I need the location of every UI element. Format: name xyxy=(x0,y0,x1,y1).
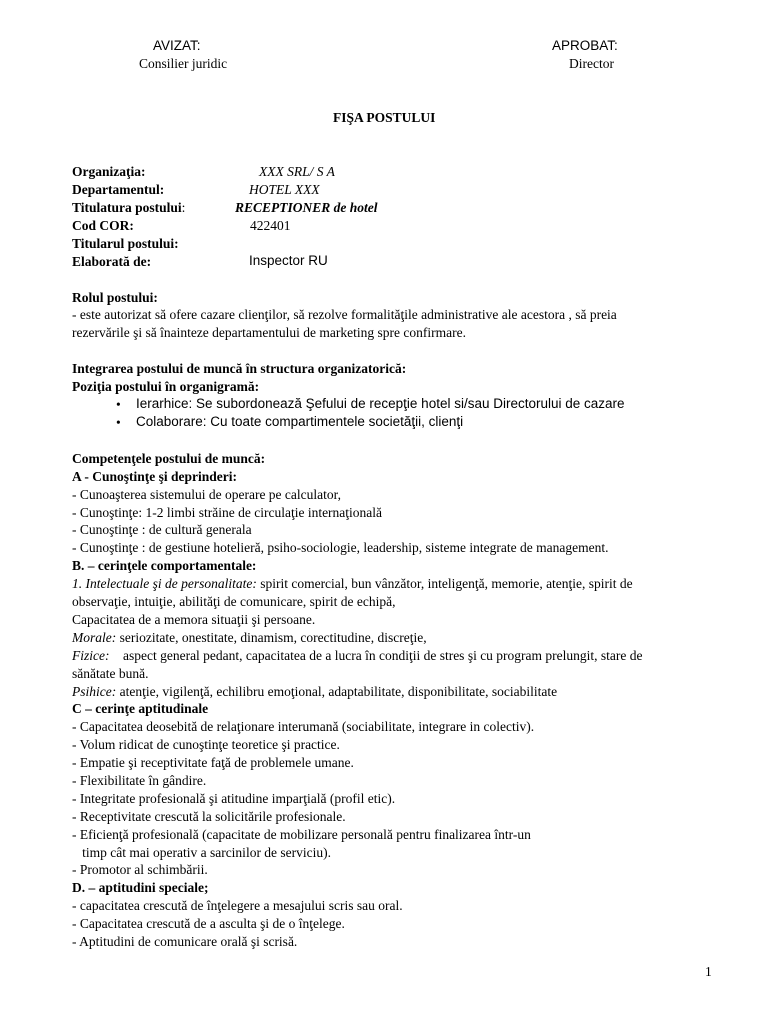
intellectual-label: 1. Intelectuale şi de personalitate: xyxy=(72,576,257,591)
section-a-item: - Cunoştinţe : de cultură generala xyxy=(72,522,252,537)
role-line-1: - este autorizat să ofere cazare clienţilor, să rezolve formalităţile administrative ale acestora , să preia xyxy=(72,307,617,322)
section-c-item: - Receptivitate crescută la solicitările profesionale. xyxy=(72,809,346,824)
competencies-heading: Competenţele postului de muncă: xyxy=(72,451,266,466)
intellectual-text: spirit comercial, bun vânzător, inteligenţă, memorie, atenţie, spirit de xyxy=(256,576,633,591)
integration-heading: Integrarea postului de muncă în structura organizatorică: xyxy=(72,361,407,376)
physical-line xyxy=(72,648,643,664)
aprobat-label: APROBAT: xyxy=(552,38,618,53)
section-c-item: - Volum ridicat de cunoştinţe teoretice şi practice. xyxy=(72,737,340,752)
section-c-item: - Capacitatea deosebită de relaţionare interumană (sociabilitate, integrare in colectiv). xyxy=(72,719,535,734)
section-c-item: timp cât mai operativ a sarcinilor de serviciu). xyxy=(72,845,332,860)
section-c-item: - Empatie şi receptivitate faţă de problemele umane. xyxy=(72,755,354,770)
physical-label: Fizice: xyxy=(72,648,110,663)
section-b-heading: B. – cerinţele comportamentale: xyxy=(72,558,257,573)
cor-label: Cod COR: xyxy=(72,218,134,233)
section-c-item: - Promotor al schimbării. xyxy=(72,862,208,877)
holder-label: Titularul postului: xyxy=(72,236,179,251)
role-heading: Rolul postului: xyxy=(72,290,158,305)
org-value: XXX SRL/ S A xyxy=(259,164,335,179)
moral-label: Morale: xyxy=(72,630,117,645)
section-c-item: - Eficienţă profesională (capacitate de mobilizare personală pentru finalizarea într-un xyxy=(72,827,531,842)
page-number: 1 xyxy=(705,964,712,979)
psychic-text: atenţie, vigilenţă, echilibru emoţional, adaptabilitate, disponibilitate, sociabilitate xyxy=(116,684,558,699)
section-a-item: - Cunoştinţe: 1-2 limbi străine de circulaţie internaţională xyxy=(72,505,383,520)
bullet-dot-2: • xyxy=(116,415,121,430)
psychic-line xyxy=(72,684,557,700)
section-a-heading: A - Cunoştinţe şi deprinderi: xyxy=(72,469,238,484)
psychic-label: Psihice: xyxy=(72,684,117,699)
section-d-item: - capacitatea crescută de înţelegere a mesajului scris sau oral. xyxy=(72,898,403,913)
section-d-heading: D. – aptitudini speciale; xyxy=(72,880,209,895)
author-value: Inspector RU xyxy=(249,253,328,268)
section-c-item: - Flexibilitate în gândire. xyxy=(72,773,207,788)
moral-line xyxy=(72,630,427,646)
dept-value: HOTEL XXX xyxy=(249,182,320,197)
bullet-dot-1: • xyxy=(116,397,121,412)
intellectual-line xyxy=(72,576,633,592)
section-a-item: - Cunoştinţe : de gestiune hotelieră, psiho-sociologie, leadership, sisteme integrate de management. xyxy=(72,540,609,555)
moral-text: seriozitate, onestitate, dinamism, corectitudine, discreţie, xyxy=(116,630,427,645)
dept-label: Departamentul: xyxy=(72,182,165,197)
section-c-heading: C – cerinţe aptitudinale xyxy=(72,701,209,716)
physical-text: aspect general pedant, capacitatea de a lucra în condiţii de stres şi cu program prelungit, stare de xyxy=(109,648,643,663)
avizat-role: Consilier juridic xyxy=(139,56,228,71)
document-title: FIŞA POSTULUI xyxy=(333,110,436,125)
job-title-value: RECEPTIONER de hotel xyxy=(235,200,378,215)
position-heading: Poziţia postului în organigramă: xyxy=(72,379,260,394)
author-label: Elaborată de: xyxy=(72,254,152,269)
job-title-row xyxy=(72,200,185,216)
aprobat-role: Director xyxy=(569,56,614,71)
intellectual-line-2: observaţie, intuiţie, abilităţi de comunicare, spirit de echipă, xyxy=(72,594,396,609)
org-label: Organizaţia: xyxy=(72,164,146,179)
section-a-item: - Cunoaşterea sistemului de operare pe calculator, xyxy=(72,487,341,502)
physical-line-2: sănătate bună. xyxy=(72,666,149,681)
avizat-label: AVIZAT: xyxy=(153,38,201,53)
bullet-collaboration: Colaborare: Cu toate compartimentele societăţii, clienţi xyxy=(136,414,464,429)
section-d-item: - Aptitudini de comunicare orală şi scrisă. xyxy=(72,934,298,949)
role-line-2: rezervările şi să înainteze departamentului de marketing spre confirmare. xyxy=(72,325,466,340)
section-d-item: - Capacitatea crescută de a asculta şi de o înţelege. xyxy=(72,916,345,931)
bullet-hierarchy: Ierarhice: Se subordonează Şefului de recepţie hotel si/sau Directorului de cazare xyxy=(136,396,625,411)
job-title-colon: : xyxy=(181,200,186,215)
intellectual-line-3: Capacitatea de a memora situaţii şi persoane. xyxy=(72,612,316,627)
job-title-label: Titulatura postului xyxy=(72,200,182,215)
cor-value: 422401 xyxy=(250,218,291,233)
section-c-item: - Integritate profesională şi atitudine imparţială (profil etic). xyxy=(72,791,396,806)
